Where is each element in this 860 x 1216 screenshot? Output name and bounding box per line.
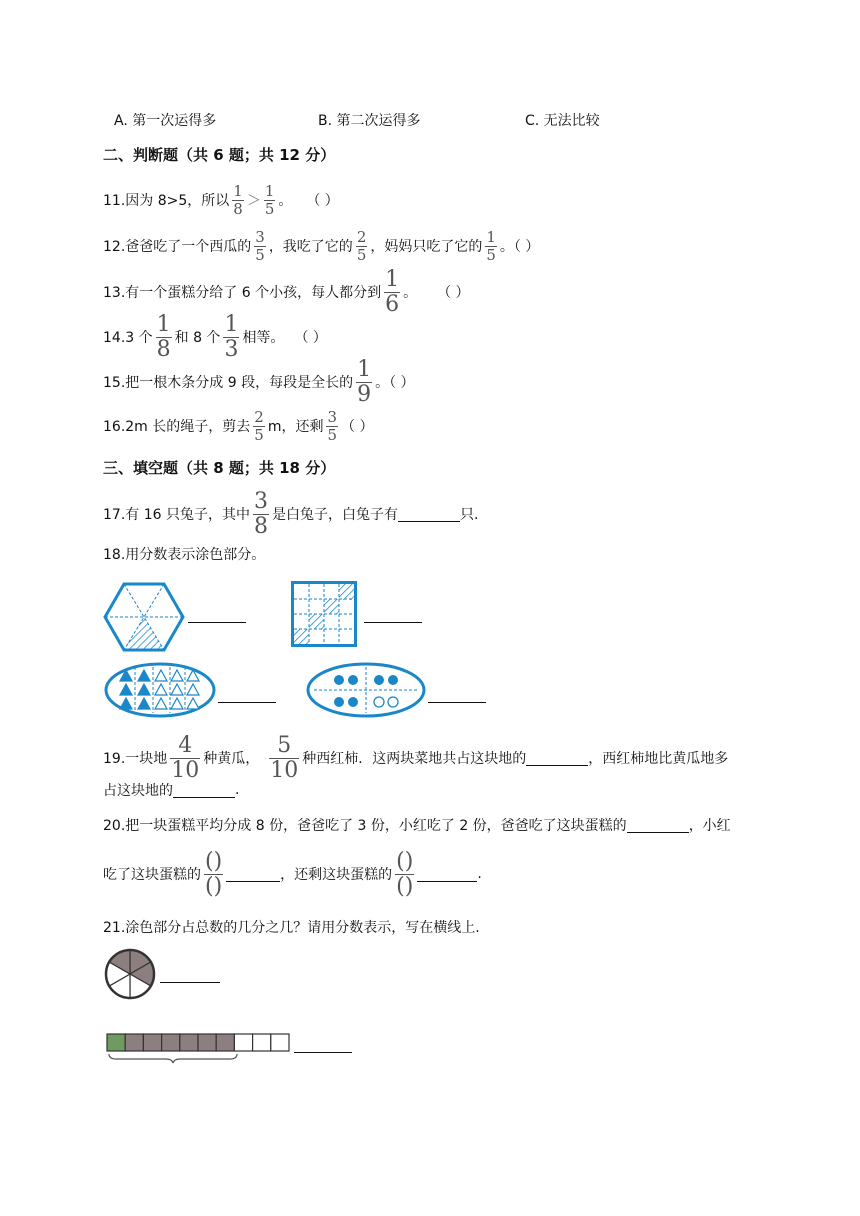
question-16: 16.2m 长的绳子，剪去 $\frac{2}{5}$ m，还剩 $\frac{3}{5}$ （ ） bbox=[103, 407, 374, 444]
question-20: 20.把一块蛋糕平均分成 8 份，爸爸吃了 3 份，小红吃了 2 份，爸爸吃了这块蛋糕的 ，小红 bbox=[103, 818, 731, 834]
section2-title: 二、判断题（共 6 题；共 12 分） bbox=[103, 145, 336, 164]
fraction: $\frac{2}{5}$ bbox=[356, 227, 367, 264]
option-a: A. 第一次运得多 bbox=[114, 113, 217, 129]
answer-paren[interactable]: （ ） bbox=[437, 285, 470, 301]
question-18: 18.用分数表示涂色部分。 bbox=[103, 547, 266, 563]
strip-cell bbox=[216, 1034, 234, 1051]
answer-blank[interactable] bbox=[627, 818, 689, 833]
question-14: 14.3 个 $\frac{1}{8}$ 和 8 个 $\frac{1}{3}$ 相等。 （ ） bbox=[103, 311, 327, 362]
strip-cell bbox=[234, 1034, 252, 1051]
question-20-cont: 吃了这块蛋糕的 $\frac{()}{()}$ ，还剩这块蛋糕的 $\frac{()}{()}$ . bbox=[103, 848, 482, 899]
answer-blank[interactable] bbox=[398, 507, 460, 522]
answer-blank[interactable] bbox=[417, 867, 477, 882]
strip-cell bbox=[253, 1034, 271, 1051]
dots-oval-figure bbox=[306, 662, 426, 718]
answer-blank[interactable] bbox=[188, 608, 246, 623]
answer-paren[interactable]: （ ） bbox=[306, 193, 339, 209]
fraction: $\frac{1}{6}$ bbox=[385, 266, 400, 317]
question-21: 21.涂色部分占总数的几分之几？请用分数表示，写在横线上. bbox=[103, 920, 480, 936]
strip-cell bbox=[125, 1034, 143, 1051]
answer-paren[interactable]: 。（ ） bbox=[499, 239, 540, 255]
strip-cell bbox=[271, 1034, 289, 1051]
fraction: $\frac{5}{10}$ bbox=[270, 732, 299, 783]
strip-cell bbox=[107, 1034, 125, 1051]
square-figure bbox=[291, 581, 357, 647]
pie-circle-figure bbox=[104, 948, 156, 1000]
answer-blank[interactable] bbox=[226, 867, 280, 882]
triangles-oval-figure bbox=[104, 662, 216, 718]
fraction: $\frac{4}{10}$ bbox=[171, 732, 200, 783]
fraction: $\frac{1}{3}$ bbox=[224, 311, 239, 362]
fraction: $\frac{1}{9}$ bbox=[357, 356, 372, 407]
fraction: $\frac{1}{5}$ bbox=[264, 181, 275, 218]
option-c: C. 无法比较 bbox=[525, 113, 600, 129]
fraction: $\frac{1}{8}$ bbox=[233, 181, 243, 218]
fraction: $\frac{2}{5}$ bbox=[254, 407, 264, 444]
fraction: $\frac{3}{8}$ bbox=[253, 488, 268, 539]
strip-cell bbox=[198, 1034, 216, 1051]
fraction: $\frac{3}{5}$ bbox=[255, 227, 265, 264]
answer-blank[interactable] bbox=[428, 688, 486, 703]
fraction: $\frac{1}{5}$ bbox=[486, 227, 496, 264]
answer-blank[interactable] bbox=[294, 1038, 352, 1053]
answer-blank[interactable] bbox=[364, 608, 422, 623]
answer-blank[interactable] bbox=[160, 968, 220, 983]
strip-bar-figure bbox=[106, 1032, 292, 1066]
strip-cell bbox=[180, 1034, 198, 1051]
answer-paren[interactable]: 。（ ） bbox=[375, 375, 415, 391]
question-13: 13.有一个蛋糕分给了 6 个小孩，每人都分到 $\frac{1}{6}$ 。 （ ） bbox=[103, 266, 470, 317]
strip-cell bbox=[143, 1034, 161, 1051]
section3-title: 三、填空题（共 8 题；共 18 分） bbox=[103, 458, 336, 477]
fraction: $\frac{1}{8}$ bbox=[156, 311, 171, 362]
answer-blank[interactable] bbox=[173, 783, 235, 798]
fraction: $\frac{3}{5}$ bbox=[327, 407, 337, 444]
question-11: 11.因为 8>5，所以 $\frac{1}{8}$ ＞ $\frac{1}{5}$ 。 （ ） bbox=[103, 181, 339, 218]
question-19: 19.一块地 $\frac{4}{10}$ 种黄瓜， $\frac{5}{10}$ 种西红柿．这两块菜地共占这块地的 ，西红柿地比黄瓜地多 bbox=[103, 732, 729, 783]
question-17: 17.有 16 只兔子，其中 $\frac{3}{8}$ 是白兔子，白兔子有 只. bbox=[103, 488, 479, 539]
option-b: B. 第二次运得多 bbox=[318, 113, 421, 129]
answer-paren[interactable]: （ ） bbox=[294, 330, 327, 346]
fraction-blank[interactable]: $\frac{()}{()}$ bbox=[396, 848, 414, 899]
fraction-blank[interactable]: $\frac{()}{()}$ bbox=[205, 848, 223, 899]
answer-blank[interactable] bbox=[218, 688, 276, 703]
question-15: 15.把一根木条分成 9 段，每段是全长的 $\frac{1}{9}$ 。（ ） bbox=[103, 356, 415, 407]
answer-blank[interactable] bbox=[526, 751, 588, 766]
strip-cell bbox=[162, 1034, 180, 1051]
question-19-cont: 占这块地的 . bbox=[103, 782, 240, 799]
question-12: 12.爸爸吃了一个西瓜的 $\frac{3}{5}$ ，我吃了它的 $\frac{2}{5}$ ，妈妈只吃了它的 $\frac{1}{5}$ 。（ ） bbox=[103, 227, 540, 264]
hexagon-figure bbox=[104, 582, 184, 652]
answer-paren[interactable]: （ ） bbox=[341, 419, 374, 435]
